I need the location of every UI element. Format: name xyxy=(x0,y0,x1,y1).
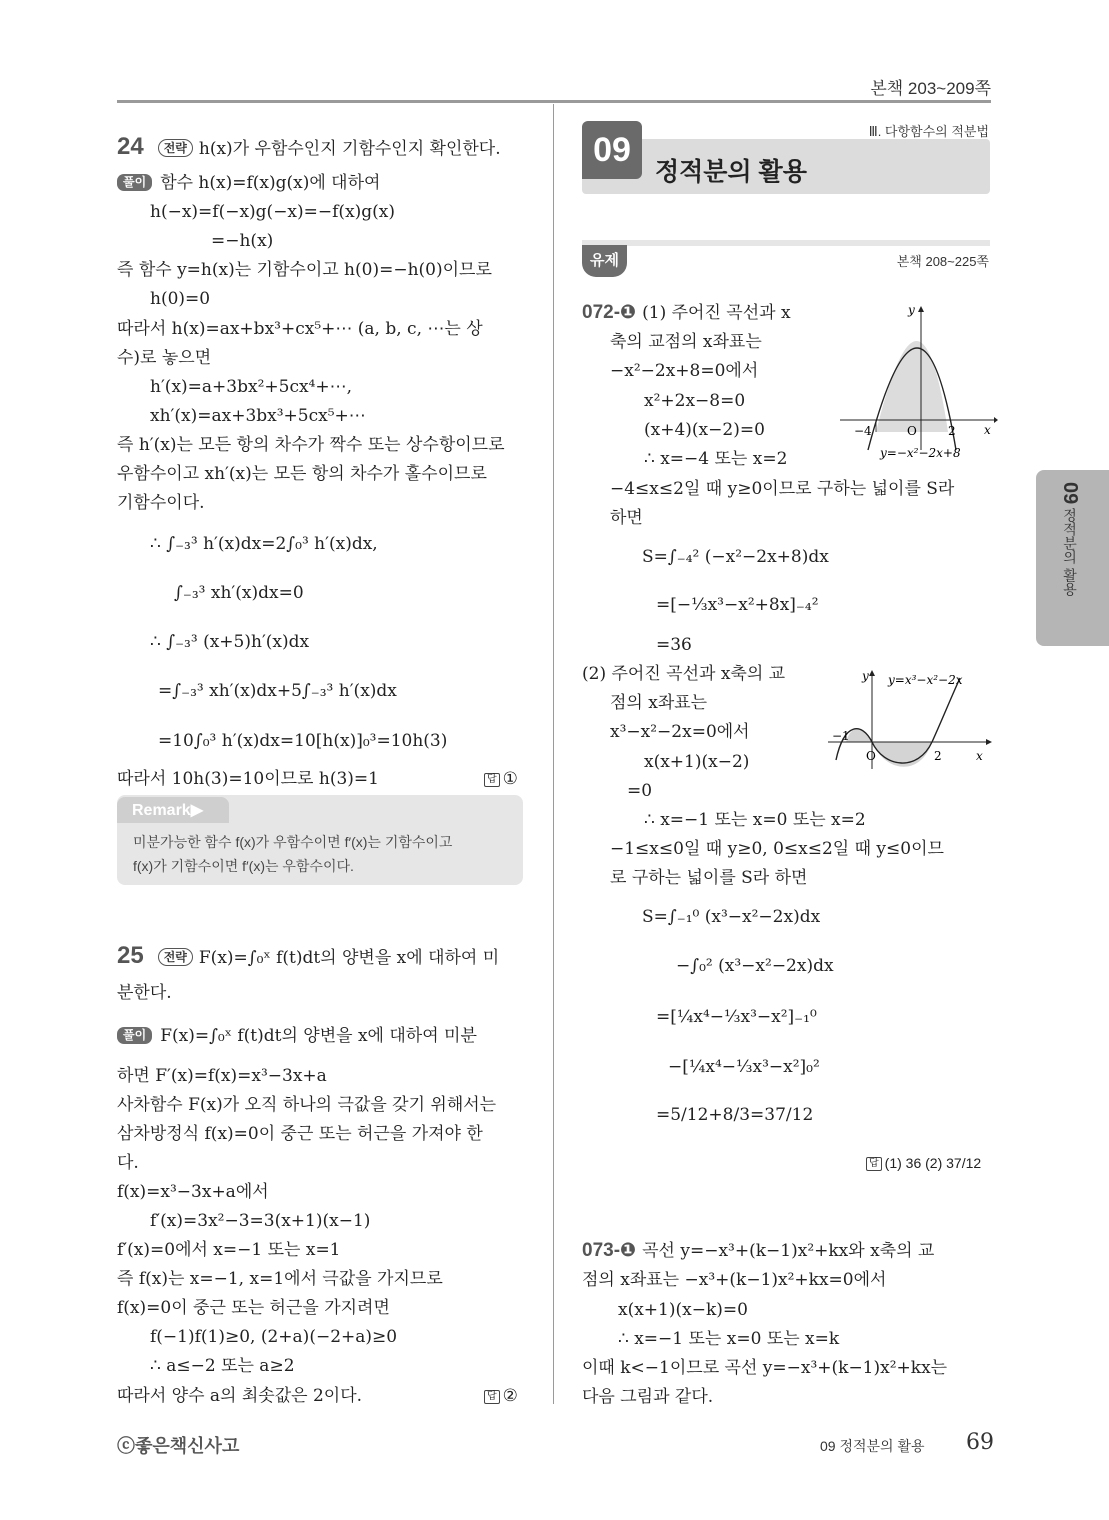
integral-line: ∴ ∫₋₃³ (x+5)h′(x)dx xyxy=(150,632,310,652)
solution-line: x(x+1)(x−2) xyxy=(644,752,750,772)
solution-line: 삼차방정식 f(x)=0이 중근 또는 허근을 가져야 한 xyxy=(117,1124,483,1144)
integral-line: −∫₀² (x³−x²−2x)dx xyxy=(676,956,834,976)
solution-line: h′(x)=a+3bx²+5cx⁴+⋯, xyxy=(150,377,353,397)
integral-line: S=∫₋₁⁰ (x³−x²−2x)dx xyxy=(642,907,821,927)
integral-line: =[−⅓x³−x²+8x]₋₄² xyxy=(656,595,819,615)
tick-label: O xyxy=(866,749,876,763)
solution-line: 즉 f(x)는 x=−1, x=1에서 극값을 가지므로 xyxy=(117,1269,443,1289)
curve-label: y=x³−x²−2x xyxy=(888,673,963,687)
solution-line: (x+4)(x−2)=0 xyxy=(644,420,765,440)
integral-line: S=∫₋₄² (−x²−2x+8)dx xyxy=(642,547,829,567)
footer-chapter: 09 정적분의 활용 xyxy=(820,1438,925,1454)
solution-line: 다음 그림과 같다. xyxy=(582,1387,714,1407)
solution-line: 하면 xyxy=(610,508,643,528)
solution-line: −4≤x≤2일 때 y≥0이므로 구하는 넓이를 S라 xyxy=(610,479,955,499)
integral-line: ∫₋₃³ xh′(x)dx=0 xyxy=(174,583,304,603)
remark-title: Remark▶ xyxy=(132,802,204,819)
integral-line: =∫₋₃³ xh′(x)dx+5∫₋₃³ h′(x)dx xyxy=(158,681,397,701)
integral-line: ∴ ∫₋₃³ h′(x)dx=2∫₀³ h′(x)dx, xyxy=(150,534,378,554)
solution-line: −1≤x≤0일 때 y≥0, 0≤x≤2일 때 y≤0이므 xyxy=(610,839,944,859)
chapter-number: 09 xyxy=(582,121,642,179)
solution-line: =36 xyxy=(656,635,692,655)
solution-line: ∴ x=−1 또는 x=0 또는 x=2 xyxy=(644,810,866,830)
header-rule xyxy=(117,100,991,103)
solution-line: 사차함수 F(x)가 오직 하나의 극값을 갖기 위해서는 xyxy=(117,1095,497,1115)
solution-line: f(−1)f(1)≥0, (2+a)(−2+a)≥0 xyxy=(150,1327,398,1347)
unit-label: Ⅲ. 다항함수의 적분법 xyxy=(868,124,989,139)
solution-line: 다. xyxy=(117,1153,139,1173)
answer-072: 답 (1) 36 (2) 37/12 xyxy=(866,1152,981,1174)
solution-line: x³−x²−2x=0에서 xyxy=(610,722,750,742)
solution-line: f(x)=x³−3x+a에서 xyxy=(117,1182,269,1202)
solution-line: 수)로 놓으면 xyxy=(117,348,212,368)
y-axis-label: y xyxy=(862,669,869,683)
graph-parabola xyxy=(838,300,998,468)
solution-line: 이때 k<−1이므로 곡선 y=−x³+(k−1)x²+kx는 xyxy=(582,1358,948,1378)
solution-line: 기함수이다. xyxy=(117,493,205,513)
integral-line: −[¼x⁴−⅓x³−x²]₀² xyxy=(668,1057,820,1077)
side-tab-label: 09 정적분의 활용 xyxy=(1059,482,1081,597)
solution-line: 축의 교점의 x좌표는 xyxy=(610,332,762,352)
solution-line: h(0)=0 xyxy=(150,289,211,309)
problem-072: 072-❶ (1) 주어진 곡선과 x xyxy=(582,302,791,323)
solution-line: 즉 h′(x)는 모든 항의 차수가 짝수 또는 상수항이므로 xyxy=(117,435,505,455)
solution-line: 풀이 함수 h(x)=f(x)g(x)에 대하여 xyxy=(117,172,380,194)
answer-25: 답 ② xyxy=(484,1385,518,1407)
problem-24-strategy: 24 전략 h(x)가 우함수인지 기함수인지 확인한다. xyxy=(117,133,501,160)
solution-line: f(x)=0이 중근 또는 허근을 가지려면 xyxy=(117,1298,390,1318)
tick-label: −1 xyxy=(832,729,850,743)
solution-line: (2) 주어진 곡선과 x축의 교 xyxy=(582,664,786,684)
yuje-reference: 본책 208~225쪽 xyxy=(896,254,989,269)
integral-line: =[¼x⁴−⅓x³−x²]₋₁⁰ xyxy=(656,1007,817,1027)
problem-073: 073-❶ 곡선 y=−x³+(k−1)x²+kx와 x축의 교 xyxy=(582,1240,935,1261)
solution-line: ∴ x=−1 또는 x=0 또는 x=k xyxy=(618,1329,840,1349)
tick-label: −4 xyxy=(854,424,872,438)
solution-line: =−h(x) xyxy=(211,231,274,251)
y-axis-label: y xyxy=(908,303,915,317)
solution-line: h(−x)=f(−x)g(−x)=−f(x)g(x) xyxy=(150,202,396,222)
problem-25-strategy-cont: 분한다. xyxy=(117,983,172,1003)
solution-line: 따라서 10h(3)=10이므로 h(3)=1 xyxy=(117,769,379,789)
publisher-logo: ⓒ좋은책신사고 xyxy=(117,1436,240,1456)
chapter-title: 정적분의 활용 xyxy=(655,158,807,186)
answer-24: 답 ① xyxy=(484,768,518,790)
solution-line: x(x+1)(x−k)=0 xyxy=(618,1300,748,1320)
solution-line: xh′(x)=ax+3bx³+5cx⁵+⋯ xyxy=(150,406,366,426)
integral-line: =10∫₀³ h′(x)dx=10[h(x)]₀³=10h(3) xyxy=(158,731,448,751)
tick-label: 2 xyxy=(934,749,942,763)
solution-line: ∴ x=−4 또는 x=2 xyxy=(644,449,788,469)
problem-25-strategy: 25 전략 F(x)=∫₀ˣ f(t)dt의 양변을 x에 대하여 미 xyxy=(117,942,500,969)
yuje-bar xyxy=(582,240,990,246)
solution-line: 하면 F′(x)=f(x)=x³−3x+a xyxy=(117,1066,327,1086)
solution-line: x²+2x−8=0 xyxy=(644,391,746,411)
solution-line: f′(x)=0에서 x=−1 또는 x=1 xyxy=(117,1240,341,1260)
remark-text: f(x)가 기함수이면 f′(x)는 우함수이다. xyxy=(133,858,354,874)
solution-line: 로 구하는 넓이를 S라 하면 xyxy=(610,868,808,888)
x-axis-label: x xyxy=(976,749,983,763)
solution-line: −x²−2x+8=0에서 xyxy=(610,361,759,381)
solution-line: 우함수이고 xh′(x)는 모든 항의 차수가 홀수이므로 xyxy=(117,464,487,484)
solution-line: ∴ a≤−2 또는 a≥2 xyxy=(150,1356,295,1376)
solution-line: 따라서 h(x)=ax+bx³+cx⁵+⋯ (a, b, c, ⋯는 상 xyxy=(117,319,483,339)
solution-line: 따라서 양수 a의 최솟값은 2이다. xyxy=(117,1386,363,1406)
x-axis-label: x xyxy=(984,423,991,437)
solution-line: 풀이 F(x)=∫₀ˣ f(t)dt의 양변을 x에 대하여 미분 xyxy=(117,1025,477,1047)
page-number: 69 xyxy=(966,1430,994,1455)
solution-line: 즉 함수 y=h(x)는 기함수이고 h(0)=−h(0)이므로 xyxy=(117,260,492,280)
book-reference: 본책 203~209쪽 xyxy=(870,79,991,98)
solution-line: =0 xyxy=(627,781,653,801)
curve-label: y=−x²−2x+8 xyxy=(880,446,961,460)
yuje-label: 유제 xyxy=(582,245,627,277)
column-divider xyxy=(553,104,554,1404)
tick-label: O xyxy=(907,424,917,438)
tick-label: 2 xyxy=(948,424,956,438)
integral-line: =5/12+8/3=37/12 xyxy=(656,1105,814,1125)
graph-cubic xyxy=(826,664,996,774)
solution-line: f′(x)=3x²−3=3(x+1)(x−1) xyxy=(150,1211,371,1231)
remark-text: 미분가능한 함수 f(x)가 우함수이면 f′(x)는 기함수이고 xyxy=(133,834,453,850)
solution-line: 점의 x좌표는 −x³+(k−1)x²+kx=0에서 xyxy=(582,1270,887,1290)
solution-line: 점의 x좌표는 xyxy=(610,693,708,713)
